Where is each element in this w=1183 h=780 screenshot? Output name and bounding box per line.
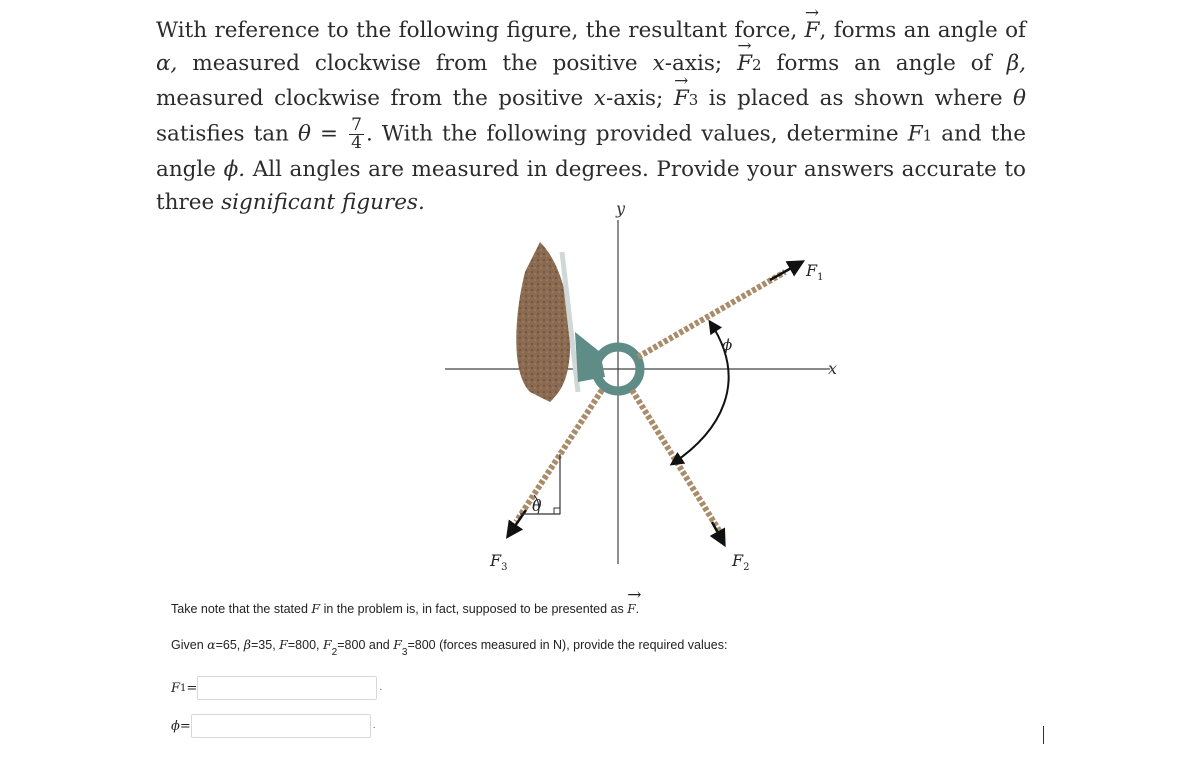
problem-text-4: -axis;	[664, 51, 723, 76]
alpha-symbol: α,	[156, 51, 178, 76]
given-values	[171, 637, 727, 658]
x-axis-label: x	[828, 359, 838, 378]
problem-text-9: satisfies tan	[156, 121, 289, 147]
rope-F3	[516, 390, 602, 522]
F1-answer-input[interactable]	[197, 676, 377, 700]
F3-symbol: → F	[674, 82, 689, 115]
right-angle-mark	[554, 508, 560, 514]
given-F: F	[279, 637, 288, 652]
problem-text-3: measured clockwise from the positive	[192, 51, 638, 76]
phi-answer-row	[171, 714, 376, 738]
rope-F1	[638, 272, 785, 357]
phi-answer-eq: =	[179, 718, 191, 734]
problem-statement: With reference to the following figure, the resultant force, → F, forms an angle of α, measured clockwise from the positive x-axis; → F2 forms an angle of β, measured clockwise from the positive x-axis; → F3 is placed as shown where θ satisfies tan θ = $\frac{7}{4}$ . With the following provided values, determine F1 and the angle ϕ. All angles are measured in degrees. Provide your answers accurate to three significant figures.	[156, 14, 1026, 219]
text-cursor	[1043, 726, 1044, 744]
given-F3: F	[393, 637, 402, 652]
note-mid: in the problem is, in fact, supposed to be presented as	[323, 602, 624, 616]
F1-subscript: 1	[922, 126, 933, 145]
note-pre: Take note that the stated	[171, 602, 308, 616]
given-beta-value: =35,	[251, 638, 276, 652]
theta-symbol: θ	[1013, 86, 1026, 111]
F3-subscript: 3	[688, 91, 699, 109]
given-F-value: =800,	[287, 638, 320, 652]
given-alpha: α	[207, 637, 216, 652]
F2-symbol: → F	[737, 47, 752, 80]
problem-text-5: forms an angle of	[776, 51, 992, 76]
phi-symbol: ϕ.	[223, 156, 246, 182]
problem-text-13: significant figures.	[221, 189, 425, 215]
x-symbol-2: x	[593, 86, 606, 111]
F2-subscript: 2	[752, 56, 762, 74]
given-F3-sub: 3	[401, 647, 408, 658]
given-beta: β	[243, 637, 251, 652]
force-diagram	[440, 192, 870, 582]
problem-text-2: forms an angle of	[833, 18, 1027, 43]
F1-answer-sub: 1	[180, 682, 187, 694]
problem-text-8: is placed as shown where	[708, 86, 1003, 111]
phi-answer-input[interactable]	[191, 714, 371, 738]
note-F-symbol: F	[311, 601, 321, 616]
problem-text-1: With reference to the following figure, the resultant force,	[156, 18, 798, 43]
F1-label: $F_1$	[806, 261, 824, 283]
beta-symbol: β,	[1006, 51, 1026, 76]
F1-answer-label: F	[171, 680, 181, 696]
phi-answer-label: ϕ	[171, 718, 180, 734]
problem-text-11: and the angle	[156, 121, 1026, 182]
tan-fraction: $\frac{7}{4}$	[351, 115, 362, 153]
F3-label: $F_3$	[490, 551, 508, 573]
problem-text-7: -axis;	[605, 86, 664, 111]
F1-symbol: F	[907, 121, 923, 147]
F1-answer-eq: =	[186, 680, 198, 696]
theta-label: θ	[532, 496, 542, 515]
problem-text-12: All angles are measured in degrees. Provide your answers accurate to three	[156, 156, 1026, 215]
given-F2-sub: 2	[331, 647, 338, 658]
resultant-F-symbol: → F	[805, 14, 820, 47]
F2-label: $F_2$	[732, 551, 750, 573]
problem-text-10: With the following provided values, determine	[381, 121, 899, 147]
x-symbol: x	[652, 51, 665, 76]
note-text	[171, 601, 639, 616]
given-F2: F	[322, 637, 332, 652]
given-pre: Given	[171, 638, 204, 652]
y-axis-label: y	[616, 199, 626, 218]
problem-text-6: measured clockwise from the positive	[156, 86, 584, 111]
F1-answer-dot: .	[379, 683, 383, 693]
F2-arrow	[712, 522, 724, 544]
theta-symbol-2: θ	[297, 121, 311, 147]
note-F-vector-symbol: → F	[627, 602, 635, 616]
F1-answer-row	[171, 676, 382, 700]
F1-arrow	[770, 262, 802, 280]
note-end: .	[635, 602, 640, 616]
given-F3-value: =800 (forces measured in N), provide the required values:	[407, 638, 728, 652]
phi-arc	[672, 322, 729, 464]
phi-answer-dot: .	[372, 721, 376, 731]
given-F2-value: =800 and	[337, 638, 390, 652]
given-alpha-value: =65,	[215, 638, 241, 652]
phi-label: ϕ	[722, 336, 733, 354]
